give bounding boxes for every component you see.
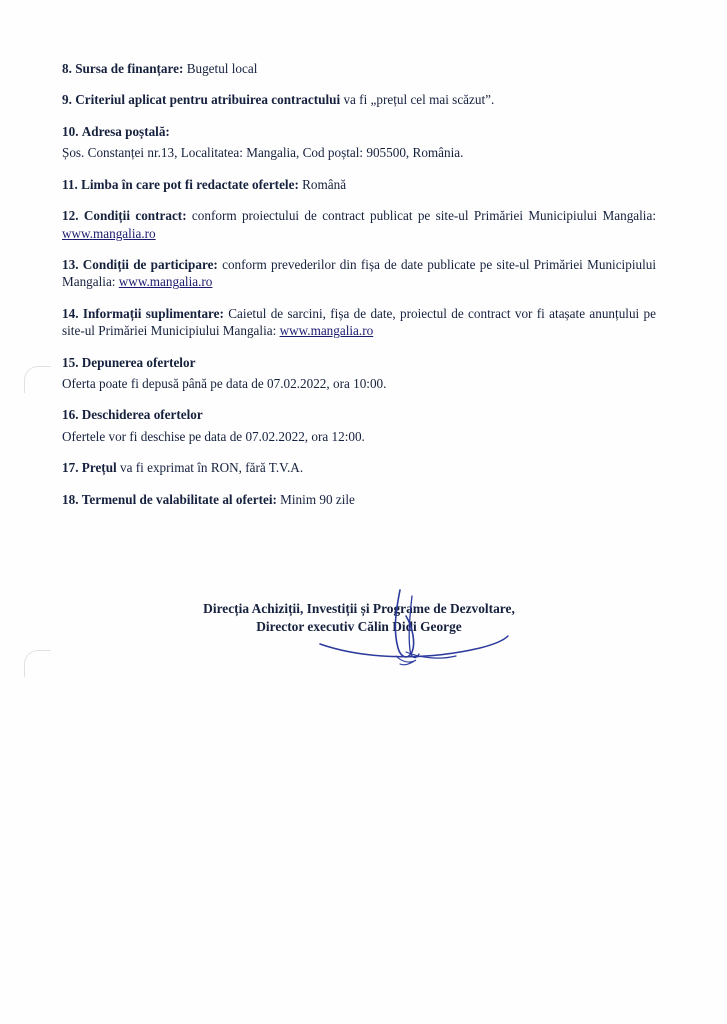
clause-16-label: Deschiderea ofertelor bbox=[81, 407, 203, 423]
clause-10 bbox=[62, 123, 656, 140]
scan-edge-mark bbox=[24, 366, 51, 393]
clause-18-number: 18. bbox=[62, 491, 79, 507]
clause-16-number: 16. bbox=[62, 407, 79, 423]
clause-10-number: 10. bbox=[62, 123, 79, 139]
clause-9-number: 9. bbox=[62, 92, 72, 108]
clause-11-number: 11. bbox=[62, 176, 78, 192]
clause-18 bbox=[62, 491, 656, 508]
clause-17 bbox=[62, 459, 656, 476]
clause-18-label: Termenul de valabilitate al ofertei: bbox=[81, 491, 277, 507]
clause-10-sub: Șos. Constanței nr.13, Localitatea: Mangalia, Cod poștal: 905500, România. bbox=[62, 145, 464, 161]
signature-block bbox=[62, 600, 656, 636]
clause-10-label: Adresa poștală: bbox=[81, 123, 170, 139]
clause-17-number: 17. bbox=[62, 460, 79, 476]
clause-13-number: 13. bbox=[62, 256, 79, 272]
clause-16-sub: Ofertele vor fi deschise pe data de 07.02.2022, ora 12:00. bbox=[62, 428, 365, 444]
clause-12-text: conform proiectului de contract publicat pe site-ul Primăriei Municipiului Mangalia: bbox=[186, 208, 656, 224]
clause-9 bbox=[62, 91, 656, 108]
clause-12-label: Condiții contract: bbox=[83, 208, 187, 224]
clause-14 bbox=[62, 305, 656, 340]
clause-14-label: Informații suplimentare: bbox=[82, 305, 224, 321]
clause-11 bbox=[62, 176, 656, 193]
clause-13-label: Condiții de participare: bbox=[82, 256, 218, 272]
clause-15 bbox=[62, 354, 656, 371]
clause-9-text: va fi „prețul cel mai scăzut”. bbox=[340, 92, 495, 108]
clause-13-text: conform prevederilor din fișa de date publicate pe site-ul Primăriei Municipiului Mangalia: bbox=[62, 256, 656, 290]
clause-9-label: Criteriul aplicat pentru atribuirea contractului bbox=[75, 92, 341, 108]
clause-8-text: Bugetul local bbox=[183, 61, 258, 76]
clause-15-label: Depunerea ofertelor bbox=[81, 354, 196, 370]
clause-11-label: Limba în care pot fi redactate ofertele: bbox=[81, 176, 299, 192]
signature-department: Direcția Achiziții, Investiții și Programe de Dezvoltare, bbox=[203, 601, 515, 617]
clause-16 bbox=[62, 406, 656, 423]
document-body bbox=[62, 60, 656, 636]
clause-15-sub: Oferta poate fi depusă până pe data de 07.02.2022, ora 10:00. bbox=[62, 376, 387, 392]
scan-edge-mark bbox=[24, 650, 51, 677]
clause-12-link[interactable]: www.mangalia.ro bbox=[62, 225, 156, 241]
clause-17-text: va fi exprimat în RON, fără T.V.A. bbox=[116, 460, 304, 476]
clause-8-number: 8. bbox=[62, 61, 72, 76]
clause-12-number: 12. bbox=[62, 208, 79, 224]
clause-12 bbox=[62, 207, 656, 242]
clause-8 bbox=[62, 60, 656, 77]
clause-11-text: Română bbox=[298, 176, 347, 192]
clause-13 bbox=[62, 256, 656, 291]
signature-director: Director executiv Călin Didi George bbox=[256, 619, 462, 635]
clause-15-number: 15. bbox=[62, 354, 79, 370]
clause-14-link[interactable]: www.mangalia.ro bbox=[279, 323, 374, 339]
clause-17-label: Prețul bbox=[81, 460, 117, 476]
clause-14-number: 14. bbox=[62, 305, 79, 321]
clause-8-label: Sursa de finanțare: bbox=[75, 61, 184, 76]
clause-14-text: Caietul de sarcini, fișa de date, proiectul de contract vor fi atașate anunțului pe site-ul Primăriei Municipiului Mangalia: bbox=[62, 305, 656, 339]
clause-18-text: Minim 90 zile bbox=[276, 491, 355, 507]
clause-13-link[interactable]: www.mangalia.ro bbox=[118, 274, 213, 290]
